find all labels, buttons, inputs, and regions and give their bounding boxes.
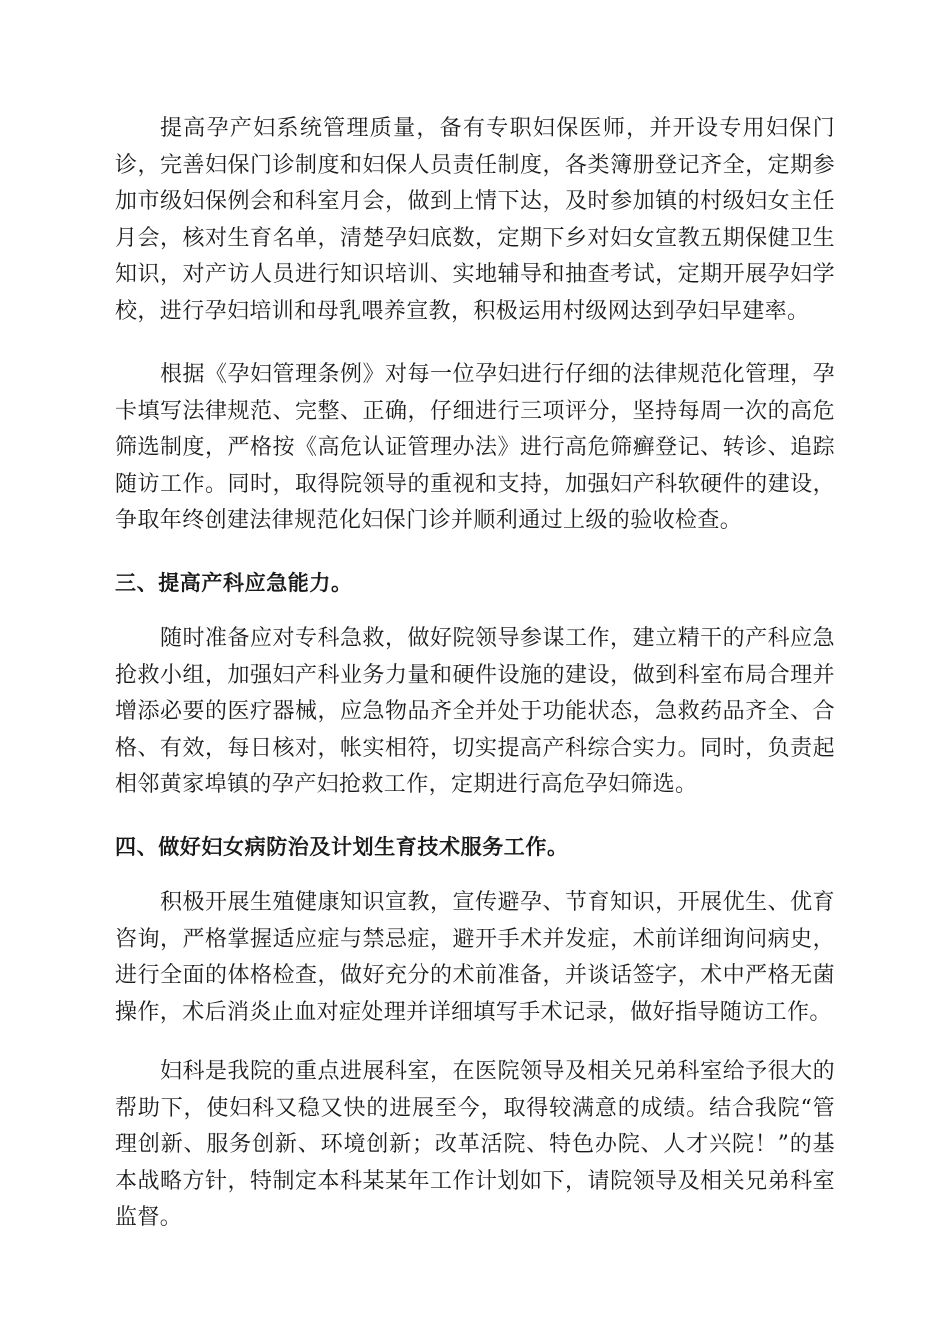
section-heading-4: 四、做好妇女病防治及计划生育技术服务工作。 [115, 835, 569, 859]
paragraph-maternal-management: 提高孕产妇系统管理质量，备有专职妇保医师，并开设专用妇保门诊，完善妇保门诊制度和妇保人员责任制度，各类簿册登记齐全，定期参加市级妇保例会和科室月会，做到上情下达，及时参加镇的村级妇女主任月会，核对生育名单，清楚孕妇底数，定期下乡对妇女宣教五期保健卫生知识，对产访人员进行知识培训、实地辅导和抽查考试，定期开展孕妇学校，进行孕妇培训和母乳喂养宣教，积极运用村级网达到孕妇早建率。 [115, 116, 835, 324]
paragraph-emergency-capability: 随时准备应对专科急救，做好院领导参谋工作，建立精干的产科应急抢救小组，加强妇产科业务力量和硬件设施的建设，做到科室布局合理并增添必要的医疗器械，应急物品齐全并处于功能状态，急救药品齐全、合格、有效，每日核对，帐实相符，切实提高产科综合实力。同时，负责起相邻黄家埠镇的孕产妇抢救工作，定期进行高危孕妇筛选。 [115, 626, 835, 797]
paragraph-reproductive-health: 积极开展生殖健康知识宣教，宣传避孕、节育知识，开展优生、优育咨询，严格掌握适应症与禁忌症，避开手术并发症，术前详细询问病史，进行全面的体格检查，做好充分的术前准备，并谈话签字，术中严格无菌操作，术后消炎止血对症处理并详细填写手术记录，做好指导随访工作。 [115, 890, 835, 1025]
paragraph-pregnancy-regulations: 根据《孕妇管理条例》对每一位孕妇进行仔细的法律规范化管理，孕卡填写法律规范、完整、正确，仔细进行三项评分，坚持每周一次的高危筛选制度，严格按《高危认证管理办法》进行高危筛癣登记、转诊、追踪随访工作。同时，取得院领导的重视和支持，加强妇产科软硬件的建设，争取年终创建法律规范化妇保门诊并顺利通过上级的验收检查。 [115, 362, 835, 533]
section-heading-3: 三、提高产科应急能力。 [115, 571, 353, 595]
paragraph-gynecology-plan: 妇科是我院的重点进展科室，在医院领导及相关兄弟科室给予很大的帮助下，使妇科又稳又快的进展至今，取得较满意的成绩。结合我院“管理创新、服务创新、环境创新；改革活院、特色办院、人才兴院！”的基本战略方针，特制定本科某某年工作计划如下，请院领导及相关兄弟科室监督。 [115, 1059, 835, 1230]
